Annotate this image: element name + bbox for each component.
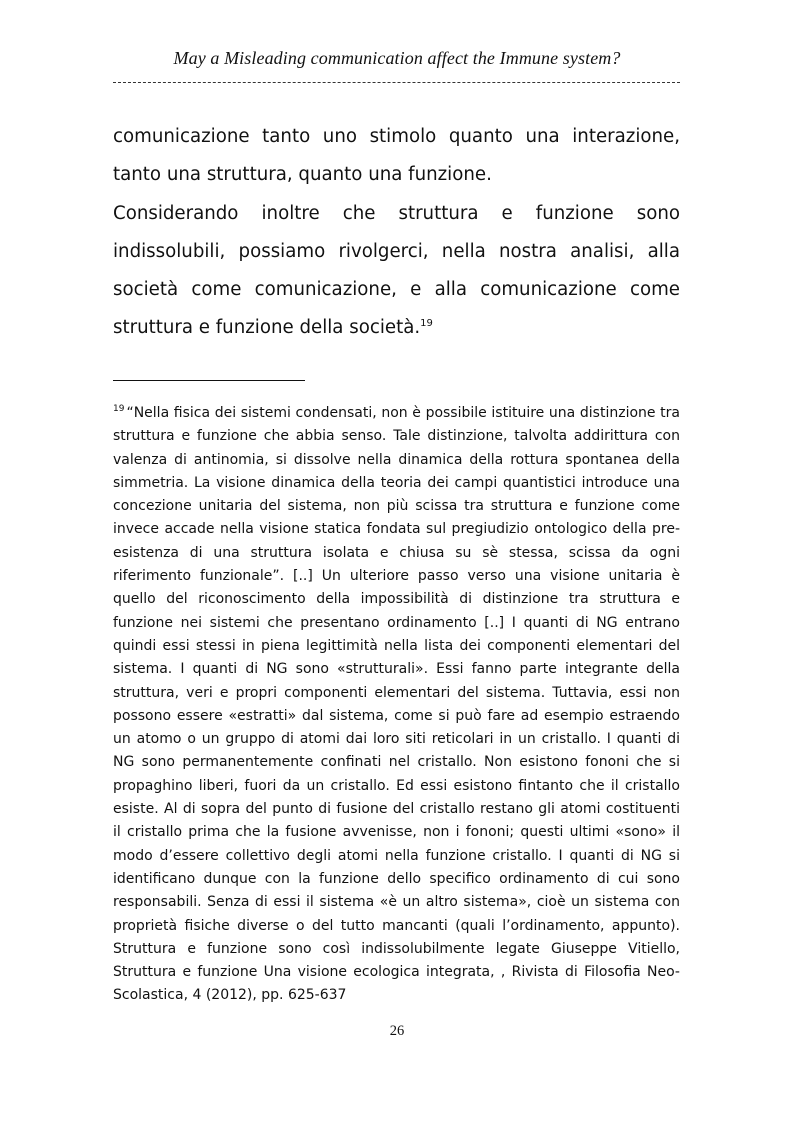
page-number: 26 <box>389 1023 405 1039</box>
footnote-separator-rule <box>113 380 305 381</box>
body-paragraph-2 <box>113 195 680 348</box>
footnote-reference-19[interactable]: 19 <box>420 318 433 330</box>
main-body-text <box>113 118 680 348</box>
footnote-19 <box>113 402 680 1008</box>
header-dashed-rule <box>113 82 680 83</box>
running-header-title: May a Misleading communication affect the Immune system? <box>173 48 621 68</box>
body-paragraph-1: comunicazione tanto uno stimolo quanto una interazione, tanto una struttura, quanto una funzione. <box>113 126 680 186</box>
footnote-number: 19 <box>113 404 125 415</box>
body-paragraph-2-text: Considerando inoltre che struttura e funzione sono indissolubili, possiamo rivolgerci, nella nostra analisi, alla società come comunicazione, e alla comunicazione come struttura e funzione della società. <box>113 202 680 339</box>
footnote-text: “Nella fisica dei sistemi condensati, non è possibile istituire una distinzione tra struttura e funzione che abbia senso. Tale distinzione, talvolta addirittura con valenza di antinomia, si dissolve nella dinamica della rottura spontanea della simmetria. La visione dinamica della teoria dei campi quantistici introduce una concezione unitaria del sistema, non più scissa tra struttura e funzione come invece accade nella visione statica fondata sul pregiudizio ontologico della pre-esistenza di una struttura isolata e chiusa su sè stessa, scissa da ogni riferimento funzionale”. [..] Un ulteriore passo verso una visione unitaria è quello del riconoscimento della impossibilità di distinzione tra struttura e funzione nei sistemi che presentano ordinamento [..] I quanti di NG entrano quindi essi stessi in piena legittimità nella lista dei componenti elementari del sistema. I quanti di NG sono «strutturali». Essi fanno parte integrante della struttura, veri e propri componenti elementari del sistema. Tuttavia, essi non possono essere «estratti» dal sistema, come si può fare ad esempio estraendo un atomo o un gruppo di atomi dai loro siti reticolari in un cristallo. I quanti di NG sono permanentemente confinati nel cristallo. Non esistono fononi che si propaghino liberi, fuori da un cristallo. Ed essi esistono fintanto che il cristallo esiste. Al di sopra del punto di fusione del cristallo restano gli atomi costituenti il cristallo prima che la fusione avvenisse, non i fononi; questi ultimi «sono» il modo d’essere collettivo degli atomi nella funzione cristallo. I quanti di NG si identificano dunque con la funzione dello specifico ordinamento di cui sono responsabili. Senza di essi il sistema «è un altro sistema», cioè un sistema con proprietà fisiche diverse o del tutto mancanti (quali l’ordinamento, appunto). Struttura e funzione sono così indissolubilmente legate Giuseppe Vitiello, Struttura e funzione Una visione ecologica integrata, , Rivista di Filosofia Neo-Scolastica, 4 (2012), pp. 625-637 <box>113 405 680 1004</box>
